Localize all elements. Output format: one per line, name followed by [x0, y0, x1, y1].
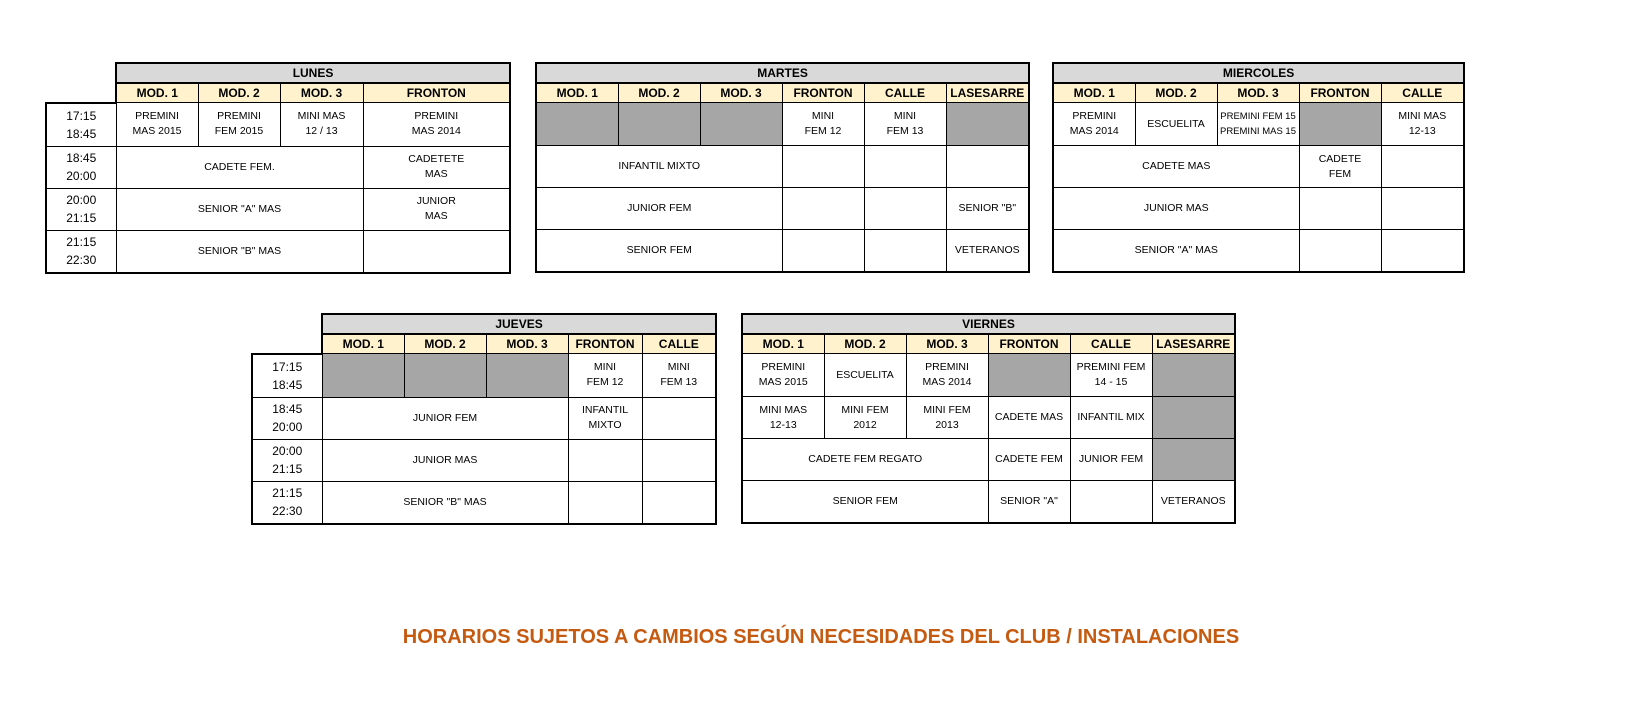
schedule-cell	[946, 146, 1029, 188]
schedule-cell: JUNIOR MAS	[1053, 188, 1299, 230]
schedule-cell-empty	[618, 103, 700, 146]
schedule-cell: CADETETE MAS	[363, 146, 510, 188]
day-title-miercoles: MIERCOLES	[1053, 63, 1464, 83]
schedule-cell-empty	[322, 354, 404, 398]
schedule-cell-empty	[404, 354, 486, 398]
schedule-cell-empty	[486, 354, 568, 398]
schedule-cell	[642, 397, 716, 439]
schedule-cell: SENIOR "B" MAS	[116, 230, 363, 273]
col-header: MOD. 3	[280, 83, 363, 103]
col-header: MOD. 2	[1135, 83, 1217, 103]
schedule-cell-empty	[1152, 354, 1235, 397]
schedule-cell: CADETE MAS	[988, 397, 1070, 439]
schedule-cell: JUNIOR MAS	[322, 439, 568, 481]
schedule-cell: CADETE FEM.	[116, 146, 363, 188]
table-viernes	[741, 313, 1236, 524]
schedule-cell: PREMINI MAS 2014	[363, 103, 510, 147]
schedule-cell: ESCUELITA	[824, 354, 906, 397]
col-header: MOD. 2	[824, 334, 906, 354]
table-lunes	[45, 62, 511, 274]
table-jueves	[251, 313, 717, 525]
col-header: MOD. 1	[536, 83, 618, 103]
schedule-cell: INFANTIL MIXTO	[536, 146, 782, 188]
schedule-cell: SENIOR "A" MAS	[116, 188, 363, 230]
col-header: LASESARRE	[1152, 334, 1235, 354]
schedule-cell: MINI MAS 12 / 13	[280, 103, 363, 147]
schedule-cell	[363, 230, 510, 273]
schedule-cell: MINI MAS 12-13	[1381, 103, 1464, 146]
schedule-cell: PREMINI FEM 2015	[198, 103, 280, 147]
schedule-cell: CADETE FEM	[988, 439, 1070, 481]
schedule-cell: INFANTIL MIXTO	[568, 397, 642, 439]
col-header: CALLE	[864, 83, 946, 103]
col-header: CALLE	[642, 334, 716, 354]
schedule-cell: VETERANOS	[1152, 481, 1235, 524]
day-title-martes: MARTES	[536, 63, 1029, 83]
time-slot: 20:00 21:15	[252, 439, 322, 481]
schedule-cell: PREMINI FEM 14 - 15	[1070, 354, 1152, 397]
col-header: FRONTON	[363, 83, 510, 103]
col-header: MOD. 1	[742, 334, 824, 354]
schedule-cell-empty	[988, 354, 1070, 397]
schedule-cell: MINI FEM 13	[864, 103, 946, 146]
schedule-cell: ESCUELITA	[1135, 103, 1217, 146]
day-title-lunes: LUNES	[116, 63, 510, 83]
col-header: FRONTON	[1299, 83, 1381, 103]
schedule-cell: JUNIOR MAS	[363, 188, 510, 230]
schedule-cell-empty	[946, 103, 1029, 146]
schedule-cell	[1070, 481, 1152, 524]
schedule-cell: PREMINI MAS 2015	[742, 354, 824, 397]
schedule-cell: PREMINI MAS 2015	[116, 103, 198, 147]
col-header: FRONTON	[568, 334, 642, 354]
schedule-cell: SENIOR "A"	[988, 481, 1070, 524]
schedule-cell	[642, 481, 716, 524]
time-slot: 21:15 22:30	[46, 230, 116, 273]
schedule-cell: SENIOR "B" MAS	[322, 481, 568, 524]
schedule-cell	[568, 439, 642, 481]
table-miercoles	[1052, 62, 1465, 273]
col-header: CALLE	[1381, 83, 1464, 103]
schedule-cell	[1381, 146, 1464, 188]
col-header: LASESARRE	[946, 83, 1029, 103]
col-header: FRONTON	[988, 334, 1070, 354]
time-slot: 17:15 18:45	[46, 103, 116, 147]
schedule-cell-empty	[1299, 103, 1381, 146]
schedule-cell: MINI FEM 2013	[906, 397, 988, 439]
schedule-cell: SENIOR FEM	[742, 481, 988, 524]
schedule-cell: CADETE MAS	[1053, 146, 1299, 188]
col-header: MOD. 3	[700, 83, 782, 103]
time-slot: 20:00 21:15	[46, 188, 116, 230]
schedule-cell-empty	[1152, 397, 1235, 439]
schedule-cell	[1381, 188, 1464, 230]
schedule-cell	[568, 481, 642, 524]
schedule-cell-empty	[700, 103, 782, 146]
schedule-cell: MINI MAS 12-13	[742, 397, 824, 439]
time-slot: 18:45 20:00	[46, 146, 116, 188]
schedule-cell	[782, 188, 864, 230]
col-header: MOD. 3	[906, 334, 988, 354]
schedule-cell: PREMINI FEM 15 PREMINI MAS 15	[1217, 103, 1299, 146]
schedule-cell: PREMINI MAS 2014	[906, 354, 988, 397]
time-slot: 21:15 22:30	[252, 481, 322, 524]
schedule-cell	[782, 146, 864, 188]
day-title-viernes: VIERNES	[742, 314, 1235, 334]
col-header: MOD. 1	[1053, 83, 1135, 103]
schedule-cell: SENIOR FEM	[536, 230, 782, 273]
schedule-cell: MINI FEM 13	[642, 354, 716, 398]
time-slot: 18:45 20:00	[252, 397, 322, 439]
footer-notice-text: HORARIOS SUJETOS A CAMBIOS SEGÚN NECESIDADES DEL CLUB / INSTALACIONES	[402, 626, 1240, 648]
schedule-cell: JUNIOR FEM	[322, 397, 568, 439]
schedule-cell: MINI FEM 12	[782, 103, 864, 146]
schedule-cell-empty	[1152, 439, 1235, 481]
schedule-cell: PREMINI MAS 2014	[1053, 103, 1135, 146]
col-header: MOD. 2	[198, 83, 280, 103]
schedule-cell: CADETE FEM	[1299, 146, 1381, 188]
schedule-cell: CADETE FEM REGATO	[742, 439, 988, 481]
schedule-cell: MINI FEM 12	[568, 354, 642, 398]
footer-notice	[0, 626, 1642, 649]
col-header: MOD. 2	[404, 334, 486, 354]
day-title-jueves: JUEVES	[322, 314, 716, 334]
schedule-cell: SENIOR "B"	[946, 188, 1029, 230]
schedule-cell: INFANTIL MIX	[1070, 397, 1152, 439]
schedule-cell	[864, 146, 946, 188]
schedule-cell: MINI FEM 2012	[824, 397, 906, 439]
table-martes	[535, 62, 1030, 273]
time-slot: 17:15 18:45	[252, 354, 322, 398]
schedule-cell	[1299, 188, 1381, 230]
col-header: CALLE	[1070, 334, 1152, 354]
schedule-cell: SENIOR "A" MAS	[1053, 230, 1299, 273]
schedule-cell: JUNIOR FEM	[1070, 439, 1152, 481]
col-header: MOD. 3	[486, 334, 568, 354]
schedule-cell	[864, 188, 946, 230]
schedule-cell	[1381, 230, 1464, 273]
schedule-cell-empty	[536, 103, 618, 146]
schedule-cell	[642, 439, 716, 481]
schedule-cell	[864, 230, 946, 273]
schedule-cell	[1299, 230, 1381, 273]
col-header: MOD. 2	[618, 83, 700, 103]
col-header: MOD. 3	[1217, 83, 1299, 103]
schedule-cell: JUNIOR FEM	[536, 188, 782, 230]
col-header: FRONTON	[782, 83, 864, 103]
schedule-cell	[782, 230, 864, 273]
schedule-cell: VETERANOS	[946, 230, 1029, 273]
col-header: MOD. 1	[322, 334, 404, 354]
col-header: MOD. 1	[116, 83, 198, 103]
